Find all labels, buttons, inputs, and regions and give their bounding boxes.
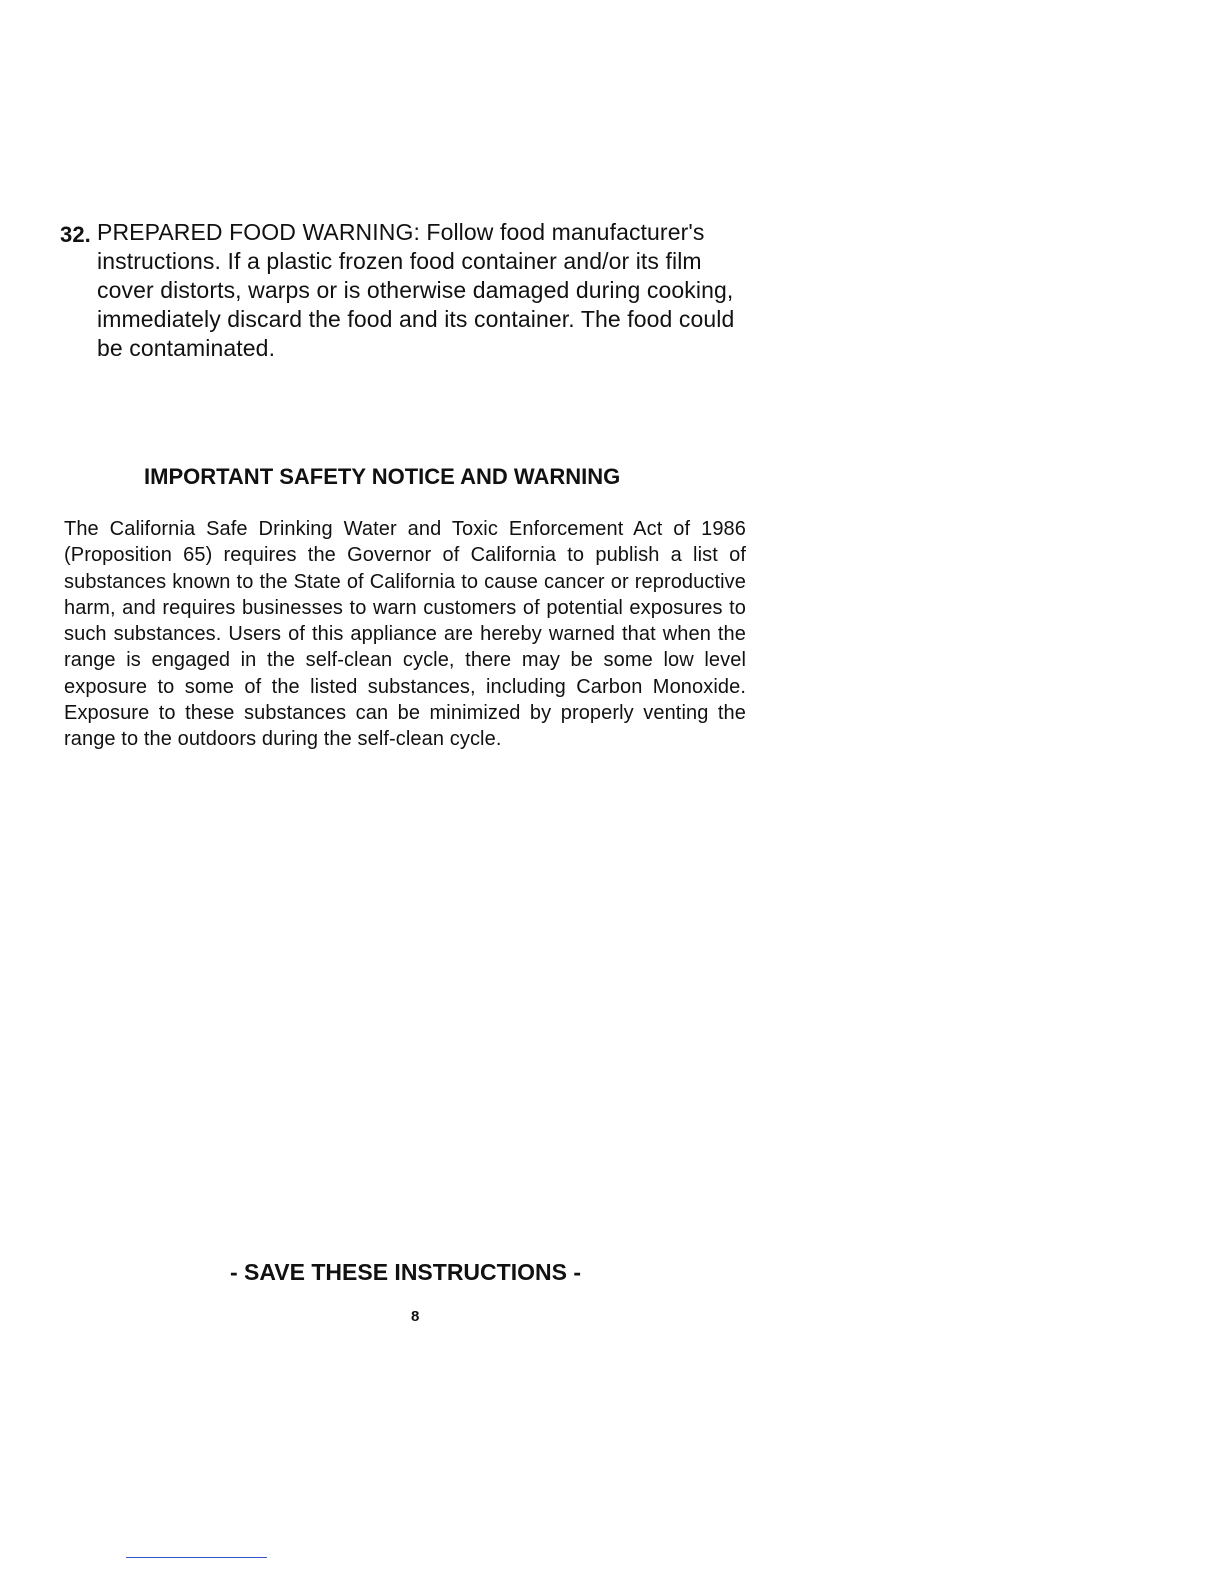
item-text: PREPARED FOOD WARNING: Follow food manufacturer's instructions. If a plastic frozen food container and/or its film cover distorts, warps or is otherwise damaged during cooking, immediately discard the food and its container. The food could be contaminated. xyxy=(97,219,735,361)
footer-rule xyxy=(126,1557,267,1558)
notice-heading: IMPORTANT SAFETY NOTICE AND WARNING xyxy=(144,464,621,489)
safety-item-32 xyxy=(60,218,750,363)
notice-body: The California Safe Drinking Water and Toxic Enforcement Act of 1986 (Proposition 65) requires the Governor of California to publish a list of substances known to the State of California to cause cancer or reproductive harm, and requires businesses to warn customers of potential exposures to such substances. Users of this appliance are hereby warned that when the range is engaged in the self-clean cycle, there may be some low level exposure to some of the listed substances, including Carbon Monoxide. Exposure to these substances can be minimized by properly venting the range to the outdoors during the self-clean cycle. xyxy=(64,518,746,751)
save-instructions: - SAVE THESE INSTRUCTIONS - xyxy=(230,1259,581,1285)
item-number: 32. xyxy=(60,222,91,247)
page-number: 8 xyxy=(411,1308,420,1325)
